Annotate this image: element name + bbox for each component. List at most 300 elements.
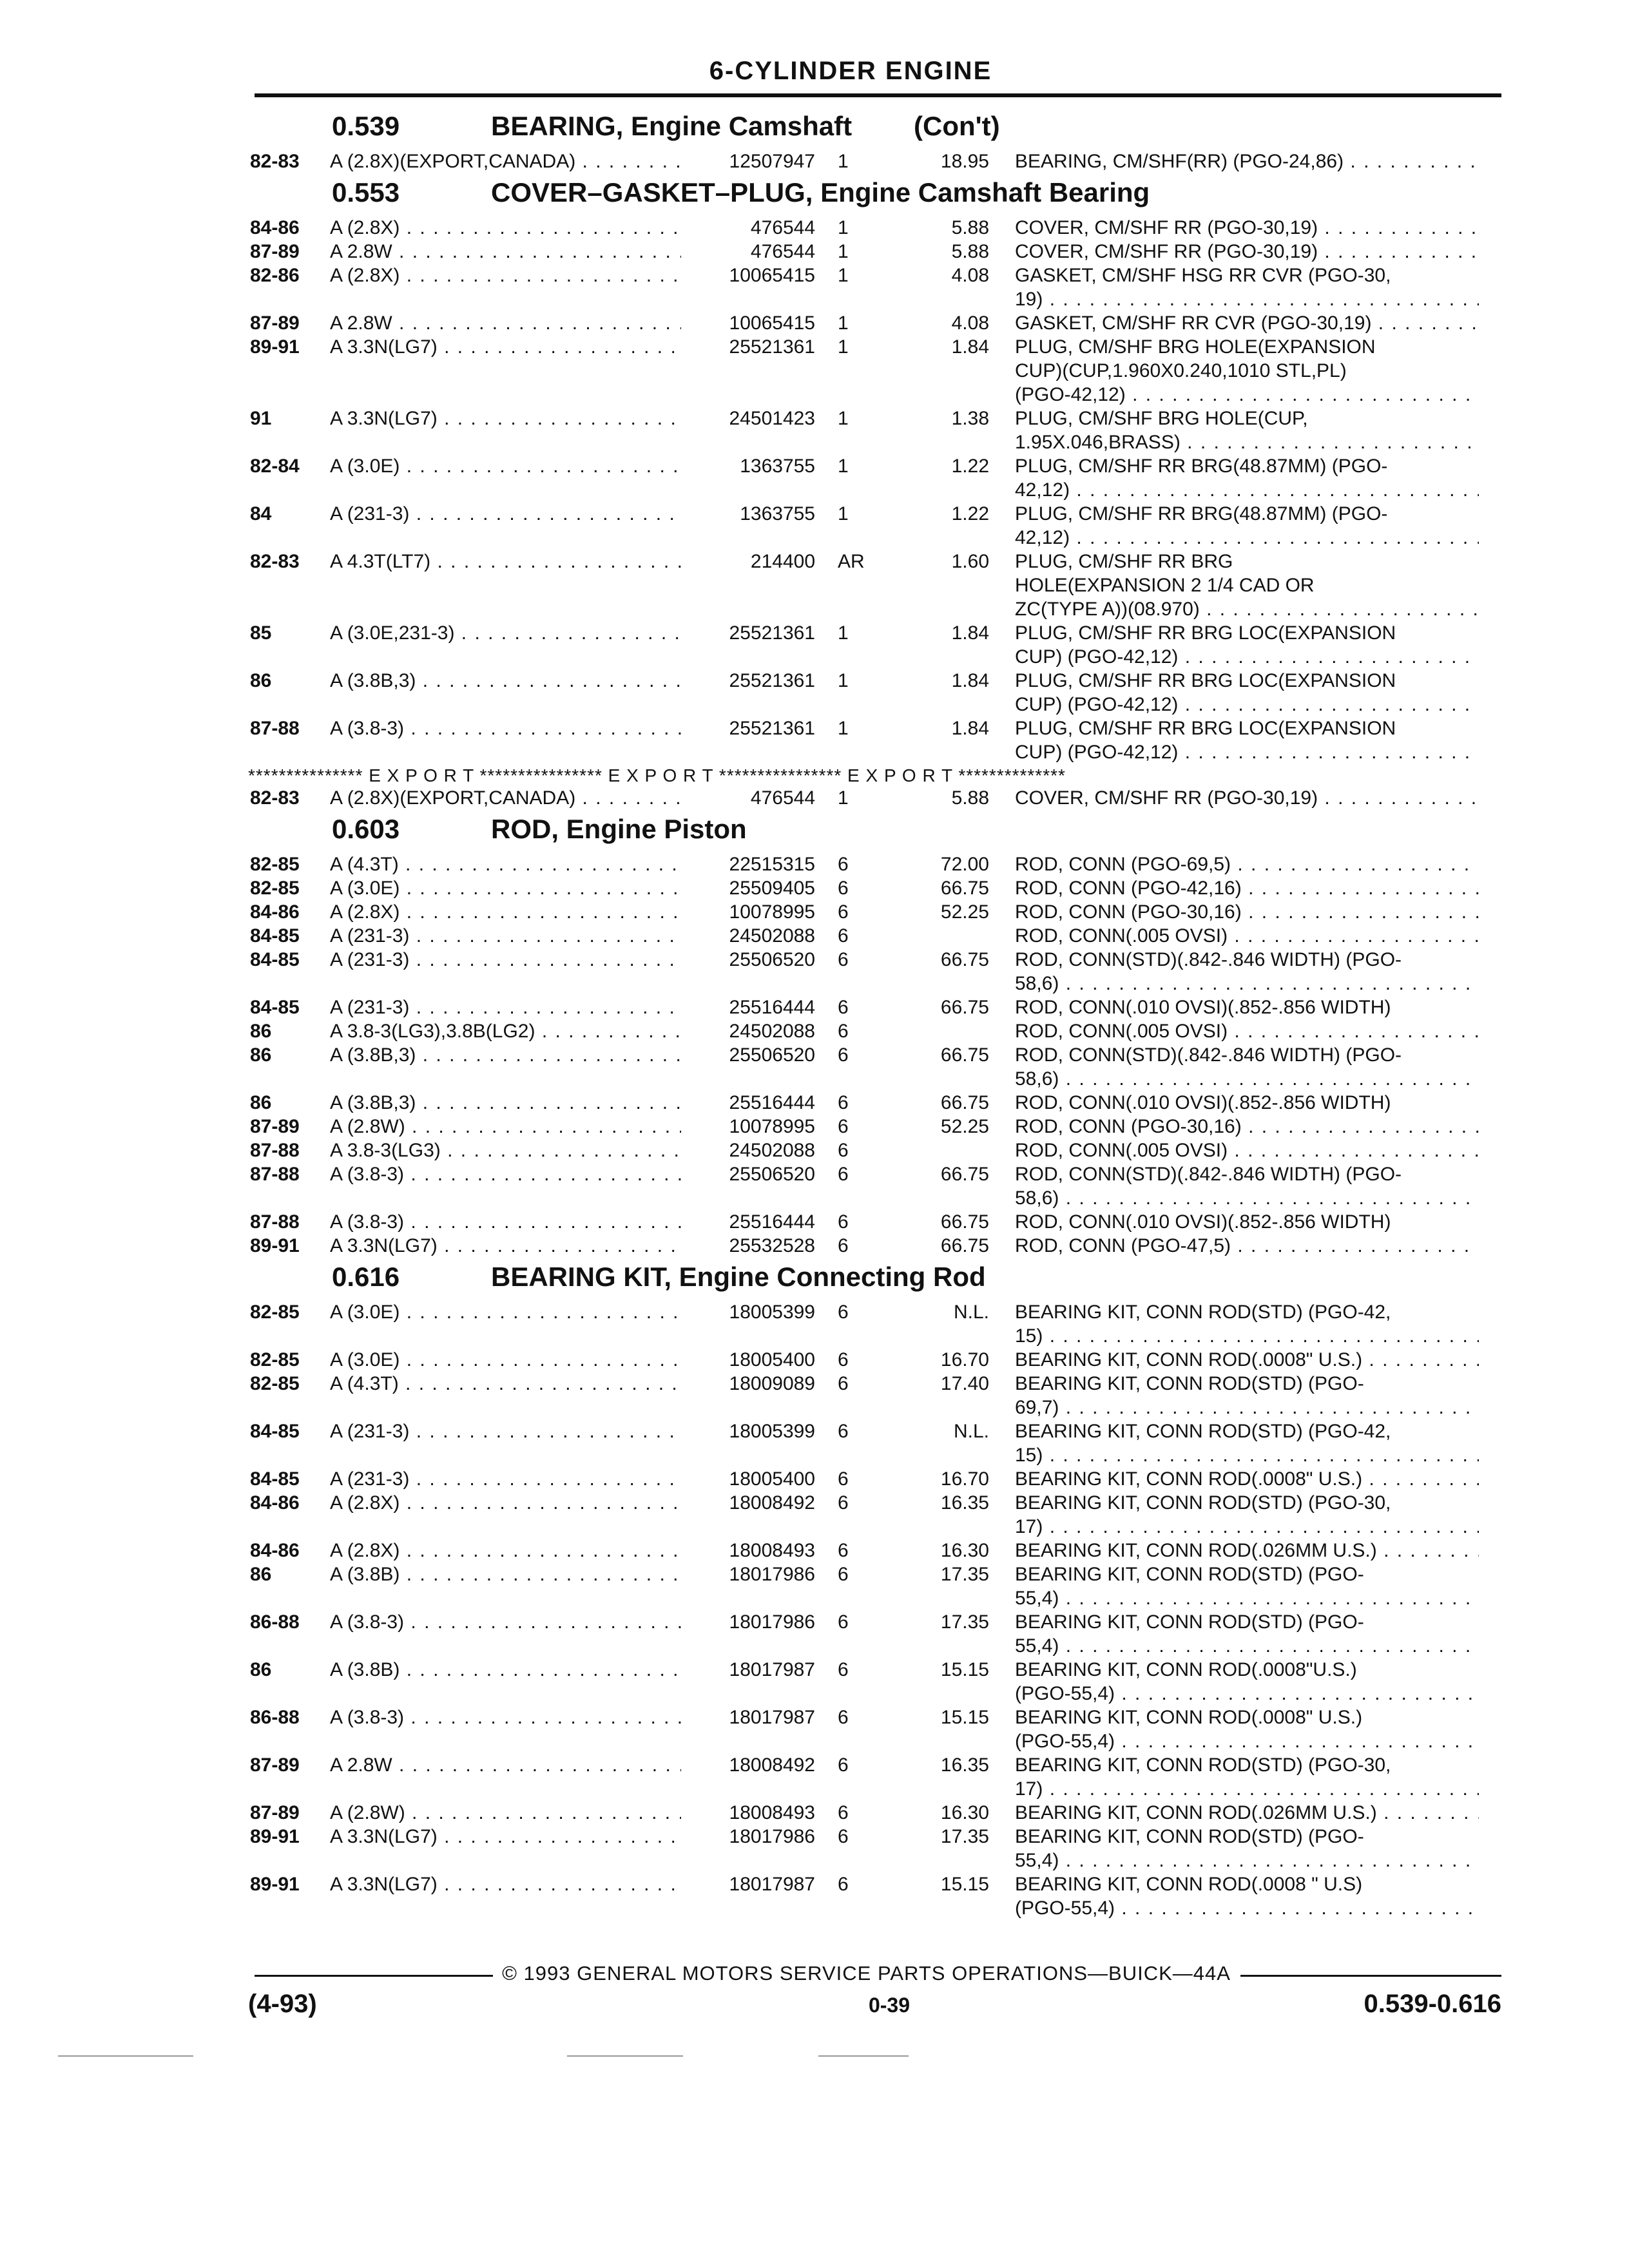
- model-years: 89-91: [250, 1826, 300, 1847]
- price: N.L.: [953, 1421, 989, 1442]
- description: 17) . . .: [1015, 1516, 1479, 1538]
- application: A (231-3) . . .: [330, 1468, 681, 1490]
- model-years: 82-85: [250, 878, 300, 899]
- quantity: 1: [838, 151, 849, 172]
- model-years: 87-89: [250, 1116, 300, 1137]
- application: A (3.8-3) . . .: [330, 718, 681, 740]
- part-line: [0, 878, 1629, 901]
- description: 58,6) . . .: [1015, 973, 1479, 995]
- section-code: 0.616: [332, 1262, 400, 1292]
- model-years: 87-89: [250, 1754, 300, 1776]
- part-number: 18005399: [729, 1421, 815, 1442]
- part-number: 24501423: [729, 408, 815, 429]
- model-years: 84-86: [250, 1492, 300, 1514]
- part-line: [0, 312, 1629, 336]
- part-number: 18017986: [729, 1564, 815, 1585]
- model-years: 86: [250, 1044, 272, 1066]
- description: PLUG, CM/SHF RR BRG(48.87MM) (PGO-: [1015, 503, 1388, 524]
- description: GASKET, CM/SHF HSG RR CVR (PGO-30,: [1015, 265, 1391, 286]
- quantity: 6: [838, 1611, 849, 1633]
- description: 55,4) . . .: [1015, 1850, 1479, 1872]
- quantity: 6: [838, 1044, 849, 1066]
- scan-artifact: [567, 2055, 683, 2057]
- quantity: 6: [838, 1140, 849, 1161]
- price: 66.75: [940, 1092, 989, 1113]
- part-line: [0, 718, 1629, 742]
- quantity: 6: [838, 1564, 849, 1585]
- description: 42,12) . . .: [1015, 527, 1479, 549]
- part-number: 25516444: [729, 1211, 815, 1233]
- model-years: 86: [250, 670, 272, 691]
- price: 16.35: [940, 1492, 989, 1514]
- price: 17.40: [940, 1373, 989, 1394]
- part-line-continuation: [0, 1635, 1629, 1659]
- description: ROD, CONN(STD)(.842-.846 WIDTH) (PGO-: [1015, 949, 1402, 970]
- price: 4.08: [951, 312, 989, 334]
- description: BEARING KIT, CONN ROD(STD) (PGO-30,: [1015, 1754, 1391, 1776]
- part-number: 24502088: [729, 1021, 815, 1042]
- quantity: 6: [838, 1116, 849, 1137]
- description: BEARING KIT, CONN ROD(STD) (PGO-42,: [1015, 1302, 1391, 1323]
- quantity: 6: [838, 1349, 849, 1370]
- quantity: 1: [838, 217, 849, 238]
- part-number: 214400: [750, 551, 815, 572]
- description: PLUG, CM/SHF RR BRG LOC(EXPANSION: [1015, 718, 1396, 739]
- description: COVER, CM/SHF RR (PGO-30,19) . . .: [1015, 787, 1479, 809]
- section-name: ROD, Engine Piston: [491, 814, 747, 844]
- section-heading: [0, 1259, 1629, 1302]
- application: A (2.8X) . . .: [330, 217, 681, 239]
- description: ROD, CONN(STD)(.842-.846 WIDTH) (PGO-: [1015, 1044, 1402, 1066]
- description: BEARING KIT, CONN ROD(STD) (PGO-: [1015, 1373, 1364, 1394]
- model-years: 89-91: [250, 336, 300, 358]
- header-rule: [255, 93, 1501, 97]
- model-years: 84-86: [250, 1540, 300, 1561]
- price: 66.75: [940, 1164, 989, 1185]
- price: 17.35: [940, 1564, 989, 1585]
- application: A (2.8W) . . .: [330, 1802, 681, 1824]
- quantity: 6: [838, 878, 849, 899]
- price: 72.00: [940, 854, 989, 875]
- part-line-continuation: [0, 1850, 1629, 1874]
- section-name: COVER–GASKET–PLUG, Engine Camshaft Bearing: [491, 177, 1150, 207]
- part-line-continuation: [0, 1683, 1629, 1707]
- model-years: 82-83: [250, 151, 300, 172]
- part-number: 24502088: [729, 925, 815, 947]
- description: PLUG, CM/SHF RR BRG(48.87MM) (PGO-: [1015, 456, 1388, 477]
- application: A (2.8X)(EXPORT,CANADA) . . .: [330, 787, 681, 809]
- model-years: 82-85: [250, 854, 300, 875]
- description: BEARING KIT, CONN ROD(STD) (PGO-: [1015, 1564, 1364, 1585]
- description: (PGO-55,4) . . .: [1015, 1731, 1479, 1753]
- model-years: 82-84: [250, 456, 300, 477]
- application: A (2.8X)(EXPORT,CANADA) . . .: [330, 151, 681, 173]
- part-line: [0, 997, 1629, 1021]
- description: COVER, CM/SHF RR (PGO-30,19) . . .: [1015, 241, 1479, 263]
- quantity: 1: [838, 787, 849, 809]
- price: 1.38: [951, 408, 989, 429]
- model-years: 85: [250, 622, 272, 644]
- part-line: [0, 217, 1629, 241]
- description: ROD, CONN(.005 OVSI) . . .: [1015, 1140, 1479, 1162]
- part-number: 18005400: [729, 1349, 815, 1370]
- part-line: [0, 1140, 1629, 1164]
- price: 1.22: [951, 456, 989, 477]
- description: ROD, CONN(.005 OVSI) . . .: [1015, 1021, 1479, 1043]
- section-code: 0.553: [332, 177, 400, 207]
- description: HOLE(EXPANSION 2 1/4 CAD OR: [1015, 575, 1315, 596]
- description: 19) . . .: [1015, 289, 1479, 311]
- price: 66.75: [940, 1044, 989, 1066]
- part-line-continuation: [0, 646, 1629, 670]
- description: (PGO-55,4) . . .: [1015, 1683, 1479, 1705]
- part-number: 476544: [750, 787, 815, 809]
- application: A (2.8X) . . .: [330, 1540, 681, 1562]
- price: 52.25: [940, 1116, 989, 1137]
- part-number: 18017987: [729, 1707, 815, 1728]
- description: ROD, CONN (PGO-30,16) . . .: [1015, 901, 1479, 923]
- model-years: 86: [250, 1092, 272, 1113]
- model-years: 84-85: [250, 1468, 300, 1490]
- description: 1.95X.046,BRASS) . . .: [1015, 432, 1479, 454]
- application: A (231-3) . . .: [330, 925, 681, 947]
- model-years: 87-89: [250, 1802, 300, 1823]
- part-line-continuation: [0, 479, 1629, 503]
- description: CUP) (PGO-42,12) . . .: [1015, 694, 1479, 716]
- description: (PGO-55,4) . . .: [1015, 1898, 1479, 1919]
- part-number: 18008493: [729, 1802, 815, 1823]
- application: A (3.0E) . . .: [330, 1349, 681, 1371]
- application: A (3.8-3) . . .: [330, 1164, 681, 1186]
- application: A 4.3T(LT7) . . .: [330, 551, 681, 573]
- page-title: 6-CYLINDER ENGINE: [709, 57, 992, 85]
- application: A (2.8X) . . .: [330, 265, 681, 287]
- description: 58,6) . . .: [1015, 1187, 1479, 1209]
- part-line: [0, 1164, 1629, 1187]
- quantity: 1: [838, 241, 849, 262]
- quantity: 1: [838, 670, 849, 691]
- model-years: 89-91: [250, 1235, 300, 1256]
- part-number: 18005400: [729, 1468, 815, 1490]
- description: ROD, CONN(.010 OVSI)(.852-.856 WIDTH): [1015, 1211, 1391, 1233]
- quantity: 6: [838, 1874, 849, 1895]
- description: PLUG, CM/SHF RR BRG LOC(EXPANSION: [1015, 622, 1396, 644]
- description: BEARING KIT, CONN ROD(.0008"U.S.): [1015, 1659, 1357, 1680]
- quantity: 6: [838, 1021, 849, 1042]
- part-line-continuation: [0, 1588, 1629, 1611]
- application: A (3.8-3) . . .: [330, 1211, 681, 1233]
- part-line-continuation: [0, 527, 1629, 551]
- price: 18.95: [940, 151, 989, 172]
- part-number: 1363755: [740, 456, 815, 477]
- application: A (4.3T) . . .: [330, 1373, 681, 1395]
- section-code: 0.539: [332, 111, 400, 141]
- quantity: 6: [838, 1421, 849, 1442]
- application: A (231-3) . . .: [330, 1421, 681, 1443]
- quantity: 6: [838, 1164, 849, 1185]
- model-years: 84-85: [250, 949, 300, 970]
- part-number: 476544: [750, 241, 815, 262]
- description: GASKET, CM/SHF RR CVR (PGO-30,19) . . .: [1015, 312, 1479, 334]
- description: ROD, CONN(.010 OVSI)(.852-.856 WIDTH): [1015, 1092, 1391, 1113]
- part-line: [0, 901, 1629, 925]
- quantity: 1: [838, 503, 849, 524]
- model-years: 91: [250, 408, 272, 429]
- application: A 3.3N(LG7) . . .: [330, 336, 681, 358]
- part-line-continuation: [0, 1187, 1629, 1211]
- price: 5.88: [951, 241, 989, 262]
- part-line: [0, 1373, 1629, 1397]
- part-line: [0, 265, 1629, 289]
- description: ROD, CONN (PGO-30,16) . . .: [1015, 1116, 1479, 1138]
- part-line: [0, 1874, 1629, 1898]
- part-line: [0, 456, 1629, 479]
- part-line-continuation: [0, 1516, 1629, 1540]
- model-years: 87-88: [250, 1164, 300, 1185]
- part-line: [0, 1826, 1629, 1850]
- price: 15.15: [940, 1707, 989, 1728]
- part-line: [0, 1754, 1629, 1778]
- footer-rule-right: [1240, 1975, 1501, 1977]
- part-number: 25521361: [729, 336, 815, 358]
- model-years: 86: [250, 1659, 272, 1680]
- quantity: 6: [838, 1302, 849, 1323]
- part-line: [0, 241, 1629, 265]
- model-years: 82-85: [250, 1302, 300, 1323]
- description: ROD, CONN (PGO-47,5) . . .: [1015, 1235, 1479, 1257]
- description: PLUG, CM/SHF BRG HOLE(EXPANSION: [1015, 336, 1376, 358]
- application: A 3.3N(LG7) . . .: [330, 408, 681, 430]
- price: 1.84: [951, 718, 989, 739]
- part-number: 18017986: [729, 1826, 815, 1847]
- description: 58,6) . . .: [1015, 1068, 1479, 1090]
- price: 16.70: [940, 1349, 989, 1370]
- price: 1.22: [951, 503, 989, 524]
- application: A (3.8B,3) . . .: [330, 1092, 681, 1114]
- quantity: 1: [838, 718, 849, 739]
- description: 17) . . .: [1015, 1778, 1479, 1800]
- part-line: [0, 1116, 1629, 1140]
- description: ROD, CONN(STD)(.842-.846 WIDTH) (PGO-: [1015, 1164, 1402, 1185]
- quantity: 6: [838, 1540, 849, 1561]
- model-years: 84-85: [250, 997, 300, 1018]
- part-number: 25506520: [729, 949, 815, 970]
- description: BEARING, CM/SHF(RR) (PGO-24,86) . . .: [1015, 151, 1479, 173]
- quantity: 6: [838, 854, 849, 875]
- price: 66.75: [940, 949, 989, 970]
- part-number: 18017987: [729, 1874, 815, 1895]
- model-years: 84-86: [250, 217, 300, 238]
- description: BEARING KIT, CONN ROD(.0008" U.S.) . . .: [1015, 1468, 1479, 1490]
- application: A (3.8-3) . . .: [330, 1611, 681, 1633]
- part-line-continuation: [0, 575, 1629, 599]
- application: A 3.3N(LG7) . . .: [330, 1874, 681, 1896]
- part-number: 10065415: [729, 265, 815, 286]
- quantity: 6: [838, 1492, 849, 1514]
- model-years: 87-88: [250, 1140, 300, 1161]
- part-line: [0, 1707, 1629, 1731]
- quantity: 1: [838, 408, 849, 429]
- description: ROD, CONN(.005 OVSI) . . .: [1015, 925, 1479, 947]
- description: BEARING KIT, CONN ROD(STD) (PGO-: [1015, 1826, 1364, 1847]
- part-line: [0, 1421, 1629, 1445]
- quantity: 6: [838, 949, 849, 970]
- application: A (3.8B,3) . . .: [330, 1044, 681, 1066]
- model-years: 84-86: [250, 901, 300, 923]
- application: A (3.8-3) . . .: [330, 1707, 681, 1729]
- part-line-continuation: [0, 1445, 1629, 1468]
- description: CUP) (PGO-42,12) . . .: [1015, 646, 1479, 668]
- quantity: 1: [838, 456, 849, 477]
- part-line: [0, 336, 1629, 360]
- price: 1.84: [951, 670, 989, 691]
- price: 17.35: [940, 1611, 989, 1633]
- part-line: [0, 408, 1629, 432]
- part-number: 22515315: [729, 854, 815, 875]
- description: 55,4) . . .: [1015, 1588, 1479, 1610]
- application: A 2.8W . . .: [330, 312, 681, 334]
- quantity: 6: [838, 1468, 849, 1490]
- part-number: 10078995: [729, 1116, 815, 1137]
- description: PLUG, CM/SHF RR BRG: [1015, 551, 1233, 572]
- description: ROD, CONN(.010 OVSI)(.852-.856 WIDTH): [1015, 997, 1391, 1018]
- price: 66.75: [940, 1211, 989, 1233]
- application: A (2.8X) . . .: [330, 901, 681, 923]
- price: 5.88: [951, 787, 989, 809]
- model-years: 86-88: [250, 1611, 300, 1633]
- part-number: 24502088: [729, 1140, 815, 1161]
- description: BEARING KIT, CONN ROD(.0008" U.S.): [1015, 1707, 1363, 1728]
- model-years: 84: [250, 503, 272, 524]
- description: 42,12) . . .: [1015, 479, 1479, 501]
- part-number: 476544: [750, 217, 815, 238]
- part-line: [0, 151, 1629, 175]
- description: 15) . . .: [1015, 1325, 1479, 1347]
- export-divider-text: *************** E X P O R T **************** E X P O R T **************** E X P O R T **************: [248, 765, 1066, 785]
- section-heading: [0, 811, 1629, 854]
- description: BEARING KIT, CONN ROD(.0008 " U.S): [1015, 1874, 1363, 1895]
- price: 1.84: [951, 622, 989, 644]
- footer-section-range: 0.539-0.616: [1364, 1990, 1501, 2018]
- part-line-continuation: [0, 289, 1629, 312]
- footer-copyright: © 1993 GENERAL MOTORS SERVICE PARTS OPERATIONS—BUICK—44A: [502, 1962, 1231, 1984]
- quantity: 6: [838, 997, 849, 1018]
- quantity: 6: [838, 1373, 849, 1394]
- part-line-continuation: [0, 1898, 1629, 1921]
- part-line-continuation: [0, 384, 1629, 408]
- part-line-continuation: [0, 694, 1629, 718]
- application: A (3.0E,231-3) . . .: [330, 622, 681, 644]
- part-line-continuation: [0, 1397, 1629, 1421]
- quantity: 1: [838, 312, 849, 334]
- section-code: 0.603: [332, 814, 400, 844]
- part-line: [0, 949, 1629, 973]
- application: A (3.8B,3) . . .: [330, 670, 681, 692]
- model-years: 86: [250, 1564, 272, 1585]
- price: N.L.: [953, 1302, 989, 1323]
- model-years: 82-86: [250, 265, 300, 286]
- description: 15) . . .: [1015, 1445, 1479, 1466]
- quantity: 6: [838, 1754, 849, 1776]
- description: PLUG, CM/SHF RR BRG LOC(EXPANSION: [1015, 670, 1396, 691]
- quantity: 1: [838, 622, 849, 644]
- part-line: [0, 1564, 1629, 1588]
- price: 5.88: [951, 217, 989, 238]
- part-number: 18008492: [729, 1754, 815, 1776]
- application: A 2.8W . . .: [330, 241, 681, 263]
- part-line: [0, 854, 1629, 878]
- part-line: [0, 503, 1629, 527]
- quantity: 6: [838, 925, 849, 947]
- part-line: [0, 1468, 1629, 1492]
- footer-date: (4-93): [248, 1990, 317, 2018]
- footer-rule-left: [255, 1975, 493, 1977]
- application: A 3.3N(LG7) . . .: [330, 1235, 681, 1257]
- part-line: [0, 1211, 1629, 1235]
- description: CUP)(CUP,1.960X0.240,1010 STL,PL): [1015, 360, 1347, 381]
- model-years: 82-85: [250, 1349, 300, 1370]
- part-number: 18008493: [729, 1540, 815, 1561]
- price: 16.35: [940, 1754, 989, 1776]
- application: A 2.8W . . .: [330, 1754, 681, 1776]
- description: 69,7) . . .: [1015, 1397, 1479, 1419]
- section-heading: [0, 175, 1629, 217]
- parts-listing: [0, 108, 1629, 1921]
- application: A (3.8B) . . .: [330, 1564, 681, 1586]
- quantity: 6: [838, 901, 849, 923]
- application: A (3.0E) . . .: [330, 1302, 681, 1323]
- price: 52.25: [940, 901, 989, 923]
- application: A (2.8X) . . .: [330, 1492, 681, 1514]
- price: 16.30: [940, 1540, 989, 1561]
- part-number: 25506520: [729, 1164, 815, 1185]
- part-number: 25521361: [729, 622, 815, 644]
- part-number: 18017986: [729, 1611, 815, 1633]
- model-years: 87-89: [250, 241, 300, 262]
- application: A (4.3T) . . .: [330, 854, 681, 876]
- quantity: AR: [838, 551, 865, 572]
- part-line-continuation: [0, 742, 1629, 765]
- description: BEARING KIT, CONN ROD(STD) (PGO-42,: [1015, 1421, 1391, 1442]
- application: A 3.3N(LG7) . . .: [330, 1826, 681, 1848]
- part-line-continuation: [0, 973, 1629, 997]
- application: A (3.0E) . . .: [330, 878, 681, 899]
- part-line: [0, 787, 1629, 811]
- model-years: 87-88: [250, 1211, 300, 1233]
- scan-artifact: [818, 2055, 909, 2057]
- model-years: 86: [250, 1021, 272, 1042]
- part-line: [0, 1659, 1629, 1683]
- section-heading: [0, 108, 1629, 151]
- quantity: 1: [838, 336, 849, 358]
- part-line-continuation: [0, 599, 1629, 622]
- part-number: 10065415: [729, 312, 815, 334]
- quantity: 6: [838, 1211, 849, 1233]
- model-years: 82-85: [250, 1373, 300, 1394]
- price: 1.84: [951, 336, 989, 358]
- description: 55,4) . . .: [1015, 1635, 1479, 1657]
- part-number: 1363755: [740, 503, 815, 524]
- part-line: [0, 1540, 1629, 1564]
- part-number: 10078995: [729, 901, 815, 923]
- quantity: 6: [838, 1826, 849, 1847]
- quantity: 6: [838, 1707, 849, 1728]
- part-line-continuation: [0, 1731, 1629, 1754]
- application: A (3.8B) . . .: [330, 1659, 681, 1681]
- price: 16.70: [940, 1468, 989, 1490]
- description: BEARING KIT, CONN ROD(STD) (PGO-: [1015, 1611, 1364, 1633]
- part-number: 18017987: [729, 1659, 815, 1680]
